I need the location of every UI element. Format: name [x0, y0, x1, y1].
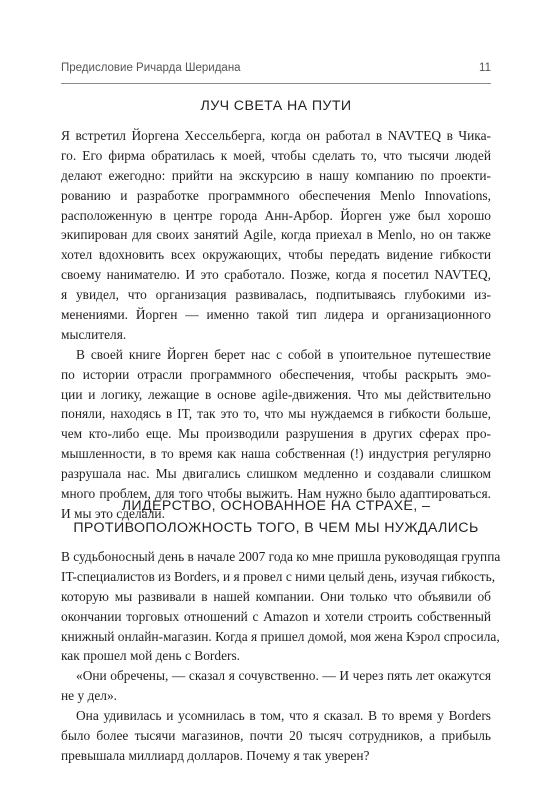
page-number: 11	[479, 62, 491, 74]
text-line: я увидел, что организация развивалась, подпитываясь глубокими из-	[61, 287, 491, 303]
text-line: мышленности, в то время как наша собственная (!) индустрия регулярно	[61, 446, 491, 462]
text-line: было более тысячи магазинов, почти 20 тысяч сотрудников, а прибыль	[61, 728, 491, 744]
text-line: ции и логику, лежащие в основе agile-движения. Что мы действительно	[61, 386, 491, 402]
text-line: В своей книге Йорген берет нас с собой в упоительное путешествие	[76, 346, 491, 362]
text-line: как прошел мой день с Borders.	[61, 648, 241, 664]
text-line: «Они обречены, — сказал я сочувственно. — И через пять лет окажутся	[76, 668, 491, 684]
header-divider	[61, 83, 491, 84]
chapter-title: Предисловие Ричарда Шеридана	[61, 62, 241, 74]
text-line: превышала миллиард долларов. Почему я так уверен?	[61, 747, 370, 763]
section-heading-line: ЛИДЕРСТВО, ОСНОВАННОЕ НА СТРАХЕ, –	[121, 498, 431, 514]
text-line: рованию и разработке программного обеспечения Menlo Innovations,	[61, 187, 491, 203]
text-line: не у дел».	[61, 688, 117, 704]
section-heading: ЛУЧ СВЕТА НА ПУТИ	[200, 98, 352, 114]
text-line: своему нанимателю. И это сработало. Позже, когда я посетил NAVTEQ,	[61, 267, 491, 283]
text-line: делают ежегодно: прийти на экскурсию в нашу компанию по проекти-	[61, 167, 491, 183]
text-line: хотел вдохновить всех окружающих, чтобы передать видение гибкости	[61, 247, 491, 263]
text-line: по истории отрасли программного обеспечения, чтобы раскрыть эмо-	[61, 366, 491, 382]
text-line: В судьбоносный день в начале 2007 года ко мне пришла руководящая группа	[61, 549, 501, 564]
text-line: менениями. Йорген — именно такой тип лидера и организационного	[61, 307, 491, 323]
text-line: чем кто-либо еще. Мы производили разрушения в других сферах про-	[61, 426, 491, 442]
text-line: разрушала нас. Мы двигались слишком медленно и создавали слишком	[61, 466, 491, 482]
text-line: экипирован для своих занятий Agile, когда приехал в Menlo, но он также	[61, 227, 491, 243]
text-line: много проблем, для того чтобы выжить. Нам нужно было адаптироваться.	[61, 486, 491, 502]
text-line: Я встретил Йоргена Хессельберга, когда он работал в NAVTEQ в Чика-	[61, 128, 491, 143]
text-line: го. Его фирма обратилась к моей, чтобы сделать то, что тысячи людей	[61, 147, 491, 163]
section-body	[61, 547, 501, 766]
text-line: IT-специалистов из Borders, и я провел с ними целый день, изучая гибкость,	[61, 568, 496, 584]
text-line: которую мы развивали в нашей компании. Они только что объявили об	[61, 588, 491, 604]
text-line: Она удивилась и усомнилась в том, что я сказал. В то время у Borders	[76, 708, 491, 724]
text-line: окончании торговых отношений с Amazon и хотели строить собственный	[61, 608, 491, 624]
text-line: поняли, находясь в IT, так это то, что мы нуждаемся в гибкости больше,	[61, 406, 491, 422]
section-heading-line: ПРОТИВОПОЛОЖНОСТЬ ТОГО, В ЧЕМ МЫ НУЖДАЛИСЬ	[73, 520, 479, 536]
section-heading	[61, 495, 491, 539]
text-line: расположенную в центре города Анн-Арбор. Йорген уже был хорошо	[61, 207, 491, 223]
text-line: И мы это сделали.	[61, 505, 165, 521]
running-header	[61, 62, 491, 84]
text-line: мыслителя.	[61, 326, 127, 342]
text-line: книжный онлайн-магазин. Когда я пришел домой, моя жена Кэрол спросила,	[61, 628, 500, 644]
section-body	[61, 126, 491, 524]
